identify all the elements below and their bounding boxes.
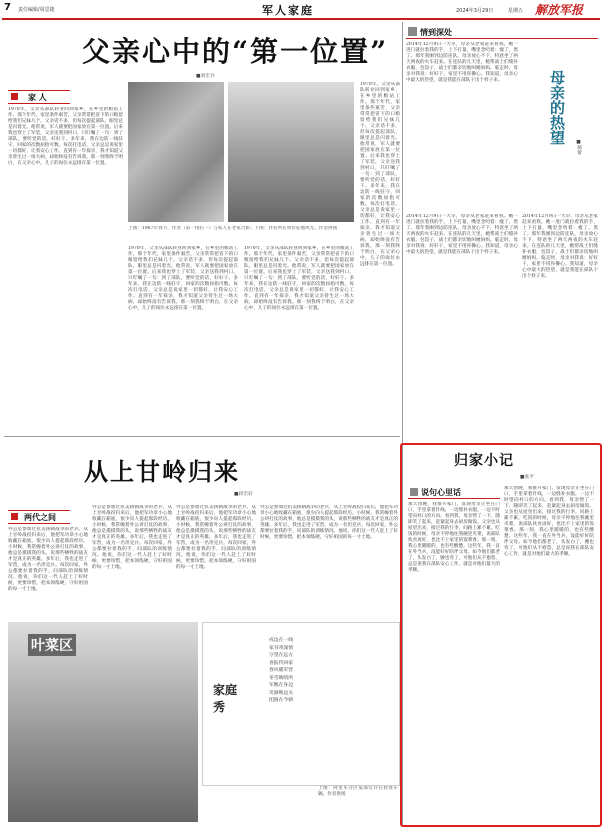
article3-subhead-icon [410, 488, 418, 496]
article1-caption: 上图：1987年春节，作者（第一排右一）与家人在老家合影；下图：作者所在单位驻地风光。作者供图 [128, 226, 338, 231]
article3-title: 归家小记 [454, 453, 514, 469]
article2-photo [8, 622, 198, 822]
page-editor: 责任编辑/周思捷 [18, 7, 55, 13]
article2-subhead-box [8, 510, 70, 524]
side-subhead: 情到深处 [420, 27, 452, 37]
poem-line: 笑颜映边关 [269, 690, 293, 696]
article1-photo-top [128, 82, 224, 222]
side-vertical-byline: ■郝蕾 [576, 140, 581, 155]
article2-photo-sign: 叶菜区 [28, 634, 76, 656]
article2-body-col3: 外公是参加过抗美援朝战争的老兵，从上甘岭战役归来后，他把军功章小心地收藏在箱底，很少向人提起那段经历。小时候，我常缠着外公讲打仗的故事，他总是摸摸我的头，说那些牺牲的战友才是真正的英雄。多年后，我也走进了军营，成为一名坦克兵。每次回家，外公都要拉着我的手，问部队的训练情况。他说，你们这一代人赶上了好时候，更要珍惜，把本领练硬，守好祖国的每一寸土地。 [176, 505, 256, 570]
poem-line: 守望在远方 [269, 653, 293, 658]
article2-subhead: 两代之间 [24, 512, 56, 522]
article1-byline: ■刘宏兵 [196, 74, 215, 79]
article1-body-col2: 1970年，父亲从部队转业回到家乡，在乡里的粮站工作。那个年代，家里条件艰苦，父亲常常把省下的口粮留给我们兄妹几个。父亲话不多，但每次提起部队，眼里总是闪着光。他常说，军人就要把国家放在第一位置。后来我也穿上了军装，父亲送我到村口，只叮嘱了一句：到了部队，要听党的话，好好干。多年来，我在边防一线驻守，回家的次数屈指可数。每次打电话，父亲总是说家里一切都好，让我安心工作。直到有一年探亲，我才知道父亲曾生过一场大病，却始终没有告诉我。那一刻我终于明白，在父亲心中，儿子的岗位永远排在第一位置。 [128, 246, 238, 311]
article1-subhead-icon [11, 93, 18, 100]
article2-subhead-icon [11, 513, 18, 520]
page-number: 7 [4, 2, 11, 13]
article3-subhead-box [408, 486, 500, 499]
newspaper-logo: 解放军报 [535, 3, 584, 17]
article1-subhead-box [8, 90, 70, 104]
issue-date: 2024年3月29日 [456, 8, 494, 14]
article1-subhead: 家 人 [28, 92, 47, 102]
article3-byline: ■张平 [520, 475, 535, 480]
article1-body-col3: 1970年，父亲从部队转业回到家乡，在乡里的粮站工作。那个年代，家里条件艰苦，父亲常常把省下的口粮留给我们兄妹几个。父亲话不多，但每次提起部队，眼里总是闪着光。他常说，军人就要把国家放在第一位置。后来我也穿上了军装，父亲送我到村口，只叮嘱了一句：到了部队，要听党的话，好好干。多年来，我在边防一线驻守，回家的次数屈指可数。每次打电话，父亲总是说家里一切都好，让我安心工作。直到有一年探亲，我才知道父亲曾生过一场大病，却始终没有告诉我。那一刻我终于明白，在父亲心中，儿子的岗位永远排在第一位置。 [244, 246, 354, 311]
article2-body-col4: 外公是参加过抗美援朝战争的老兵，从上甘岭战役归来后，他把军功章小心地收藏在箱底，很少向人提起那段经历。小时候，我常缠着外公讲打仗的故事，他总是摸摸我的头，说那些牺牲的战友才是真正的英雄。多年后，我也走进了军营，成为一名坦克兵。每次回家，外公都要拉着我的手，问部队的训练情况。他说，你们这一代人赶上了好时候，更要珍惜，把本领练硬，守好祖国的每一寸土地。 [260, 505, 398, 540]
side-subhead-box [406, 26, 598, 39]
article2-photo-caption: 上图：阿里军分区某部官兵在检查车辆。作者供图 [318, 786, 398, 797]
article2-title: 从上甘岭归来 [84, 457, 240, 486]
family-show-lines [269, 637, 379, 705]
side-vertical-title: 母亲的热望 [548, 70, 566, 145]
poem-line: 团圆在今朝 [269, 698, 293, 703]
section-name: 军人家庭 [262, 4, 314, 17]
article3-subhead: 说句心里话 [421, 487, 461, 497]
article3-body-col1: 那天傍晚，我推开家门，发现母亲正坐在门口，手里拿着针线，一边缝补衣服，一边不时望向村口的方向。看到我，母亲愣了一下，随即笑了起来，赶紧起身去厨房做饭。父亲也从屋里出来，接过我的行李，问路上累不累。吃饭的时候，母亲不停地往我碗里夹菜，说部队伙食再好，也比不上家里的饭菜香。那一刻，我心里暖暖的，也有些酸楚。这些年，我一直在外当兵，没能好好陪伴父母。如今他们都老了，头发白了，腰也弯了，可他们从不抱怨，总是说我在部队安心工作，就是对他们最大的孝顺。 [408, 502, 500, 573]
divider-mid [4, 436, 400, 437]
side-body-col3: 2014年12月9日一大早，母亲从老家赶来看我。她一进门就拉着我的手，上下打量，嘴里念叨着：瘦了，黑了。那年我刚到边防连队，母亲放心不下，特意坐了两天两夜的火车赶来。在连队的几天里，她帮战士们缝补衣服，包饺子，战士们都亲切地叫她妈妈。临走时，母亲对我说：好好干，家里不用你操心。我知道，母亲心中最大的热望，就是我能在部队干出个样子来。 [522, 214, 598, 279]
article1-body-col4: 1970年，父亲从部队转业回到家乡，在乡里的粮站工作。那个年代，家里条件艰苦，父亲常常把省下的口粮留给我们兄妹几个。父亲话不多，但每次提起部队，眼里总是闪着光。他常说，军人就要把国家放在第一位置。后来我也穿上了军装，父亲送我到村口，只叮嘱了一句：到了部队，要听党的话，好好干。多年来，我在边防一线驻守，回家的次数屈指可数。每次打电话，父亲总是说家里一切都好，让我安心工作。直到有一年探亲，我才知道父亲曾生过一场大病，却始终没有告诉我。那一刻我终于明白，在父亲心中，儿子的岗位永远排在第一位置。 [360, 82, 400, 267]
article2-byline: ■段宏轩 [234, 492, 253, 497]
side-body-col2: 2014年12月9日一大早，母亲从老家赶来看我。她一进门就拉着我的手，上下打量，嘴里念叨着：瘦了，黑了。那年我刚到边防连队，母亲放心不下，特意坐了两天两夜的火车赶来。在连队的几天里，她帮战士们缝补衣服，包饺子，战士们都亲切地叫她妈妈。临走时，母亲对我说：好好干，家里不用你操心。我知道，母亲心中最大的热望，就是我能在部队干出个样子来。 [406, 214, 518, 255]
poem-line: 戍边在一线 [269, 638, 293, 643]
article1-photo-bottom [228, 82, 354, 222]
poem-line: 家书寄深情 [269, 645, 293, 651]
side-subhead-icon [408, 27, 417, 36]
poem-line: 冬雪映哨所 [269, 675, 293, 681]
poem-line: 春风暖军营 [269, 668, 293, 673]
issue-weekday: 星期五 [508, 8, 524, 14]
side-body-col1: 2014年12月9日一大早，母亲从老家赶来看我。她一进门就拉着我的手，上下打量，嘴里念叨着：瘦了，黑了。那年我刚到边防连队，母亲放心不下，特意坐了两天两夜的火车赶来。在连队的几天里，她帮战士们缝补衣服，包饺子，战士们都亲切地叫她妈妈。临走时，母亲对我说：好好干，家里不用你操心。我知道，母亲心中最大的热望，就是我能在部队干出个样子来。 [406, 42, 518, 83]
family-show-title: 家庭秀 [213, 683, 238, 714]
poem-line: 喜报传回家 [269, 660, 293, 666]
article1-title: 父亲心中的“第一位置” [82, 35, 389, 68]
article3-body-col2: 那天傍晚，我推开家门，发现母亲正坐在门口，手里拿着针线，一边缝补衣服，一边不时望向村口的方向。看到我，母亲愣了一下，随即笑了起来，赶紧起身去厨房做饭。父亲也从屋里出来，接过我的行李，问路上累不累。吃饭的时候，母亲不停地往我碗里夹菜，说部队伙食再好，也比不上家里的饭菜香。那一刻，我心里暖暖的，也有些酸楚。这些年，我一直在外当兵，没能好好陪伴父母。如今他们都老了，头发白了，腰也弯了，可他们从不抱怨，总是说我在部队安心工作，就是对他们最大的孝顺。 [504, 486, 594, 557]
article2-body-col2: 外公是参加过抗美援朝战争的老兵，从上甘岭战役归来后，他把军功章小心地收藏在箱底，很少向人提起那段经历。小时候，我常缠着外公讲打仗的故事，他总是摸摸我的头，说那些牺牲的战友才是真正的英雄。多年后，我也走进了军营，成为一名坦克兵。每次回家，外公都要拉着我的手，问部队的训练情况。他说，你们这一代人赶上了好时候，更要珍惜，把本领练硬，守好祖国的每一寸土地。 [92, 505, 172, 570]
header-rule [2, 18, 600, 20]
family-show-box [202, 622, 400, 786]
article1-body-col1: 1970年，父亲从部队转业回到家乡，在乡里的粮站工作。那个年代，家里条件艰苦，父亲常常把省下的口粮留给我们兄妹几个。父亲话不多，但每次提起部队，眼里总是闪着光。他常说，军人就要把国家放在第一位置。后来我也穿上了军装，父亲送我到村口，只叮嘱了一句：到了部队，要听党的话，好好干。多年来，我在边防一线驻守，回家的次数屈指可数。每次打电话，父亲总是说家里一切都好，让我安心工作。直到有一年探亲，我才知道父亲曾生过一场大病，却始终没有告诉我。那一刻我终于明白，在父亲心中，儿子的岗位永远排在第一位置。 [8, 107, 123, 166]
article2-body-col1: 外公是参加过抗美援朝战争的老兵，从上甘岭战役归来后，他把军功章小心地收藏在箱底，很少向人提起那段经历。小时候，我常缠着外公讲打仗的故事，他总是摸摸我的头，说那些牺牲的战友才是真正的英雄。多年后，我也走进了军营，成为一名坦克兵。每次回家，外公都要拉着我的手，问部队的训练情况。他说，你们这一代人赶上了好时候，更要珍惜，把本领练硬，守好祖国的每一寸土地。 [8, 527, 88, 592]
poem-line: 军嫂在身边 [269, 683, 293, 688]
